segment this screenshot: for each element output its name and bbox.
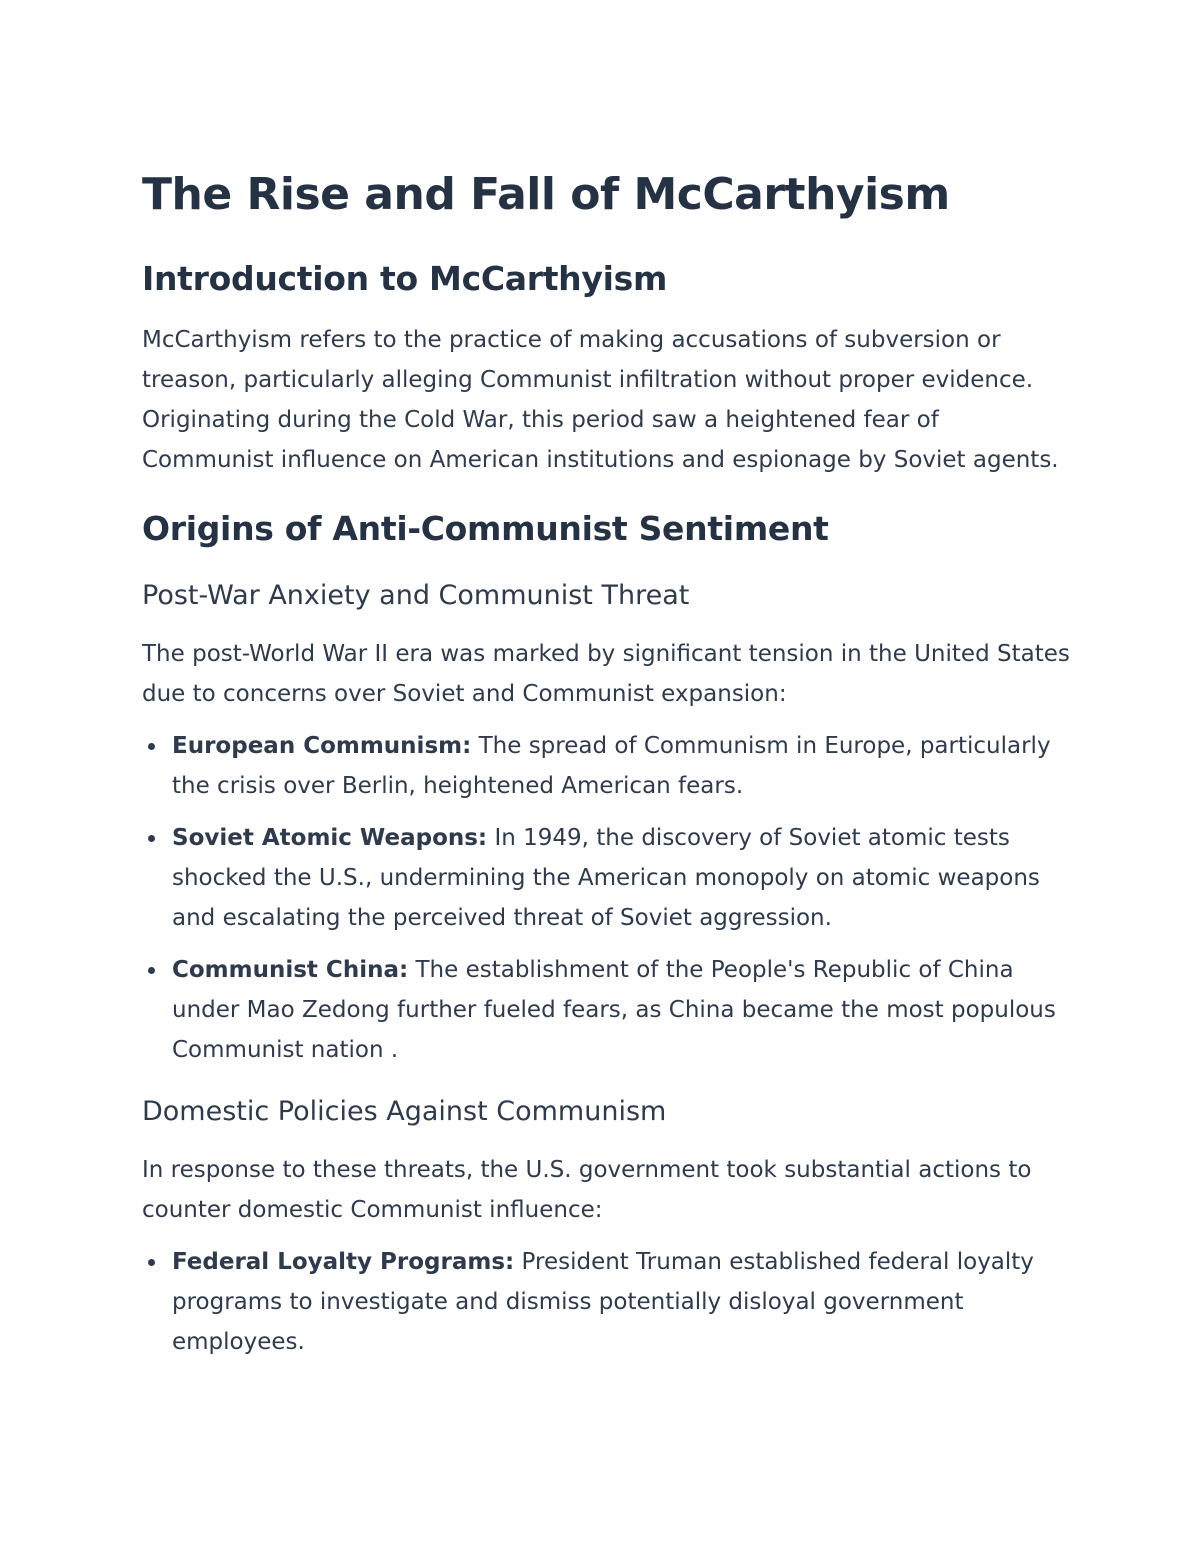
document-title: The Rise and Fall of McCarthyism (142, 169, 950, 220)
introduction-paragraph: McCarthyism refers to the practice of making accusations of subversion or treason, particularly alleging Communist infiltration without proper evidence. Originating during the Cold War, this period saw a heightened fear of Communist influence on American institutions and espionage by Soviet agents. (142, 327, 1059, 473)
document-page (142, 160, 1077, 1362)
list-item (172, 1242, 1077, 1362)
list-item (172, 726, 1077, 806)
postwar-paragraph: The post-World War II era was marked by significant tension in the United States due to concerns over Soviet and Communist expansion: (142, 641, 1070, 707)
list-item (172, 950, 1077, 1070)
domestic-bullet-list (142, 1242, 1077, 1362)
subsection-heading-postwar: Post-War Anxiety and Communist Threat (142, 580, 690, 611)
list-item-term: European Communism: (172, 733, 472, 759)
list-item-term: Soviet Atomic Weapons: (172, 825, 488, 851)
subsection-heading-domestic: Domestic Policies Against Communism (142, 1096, 667, 1127)
list-item-term: Communist China: (172, 957, 409, 983)
list-item (172, 818, 1077, 938)
list-item-text: In 1949, the discovery of Soviet atomic tests shocked the U.S., undermining the American monopoly on atomic weapons and escalating the perceived threat of Soviet aggression. (172, 825, 1040, 931)
list-item-text: The spread of Communism in Europe, particularly the crisis over Berlin, heightened American fears. (172, 733, 1051, 799)
list-item-text: The establishment of the People's Republic of China under Mao Zedong further fueled fears, as China became the most populous Communist nation . (172, 957, 1056, 1063)
section-heading-introduction: Introduction to McCarthyism (142, 259, 668, 298)
postwar-bullet-list (142, 726, 1077, 1070)
domestic-paragraph: In response to these threats, the U.S. government took substantial actions to counter domestic Communist influence: (142, 1157, 1032, 1223)
section-heading-origins: Origins of Anti-Communist Sentiment (142, 509, 829, 548)
list-item-text: President Truman established federal loyalty programs to investigate and dismiss potentially disloyal government employees. (172, 1249, 1034, 1355)
list-item-term: Federal Loyalty Programs: (172, 1249, 515, 1275)
